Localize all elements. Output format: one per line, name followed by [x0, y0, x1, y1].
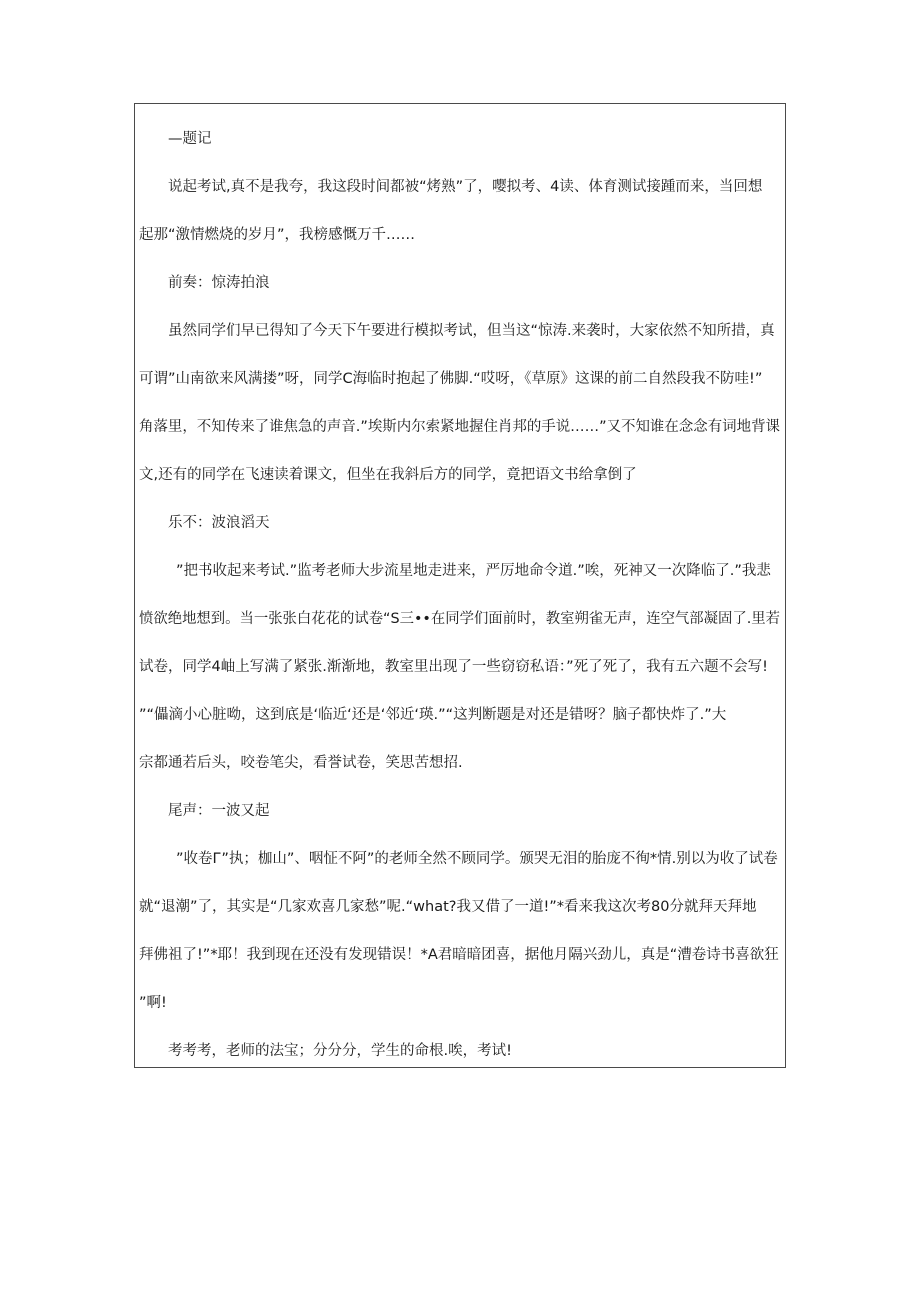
- text-line: 起那“激情燃烧的岁月”，我榜感慨万千……: [139, 227, 416, 243]
- closing-line: 考考考，老师的法宝；分分分，学生的命根.唉，考试!: [168, 1043, 512, 1059]
- text-line: 拜佛祖了!”*耶！我到现在还没有发现错误！*A君暗暗团喜，据他月隔兴劲儿，真是“漕卷诗书喜欲狂: [139, 947, 779, 963]
- text-line: 宗都通若后头，咬卷笔尖，看誉试卷，笑思苦想招.: [139, 755, 463, 771]
- epigraph-attribution: —题记: [168, 131, 212, 147]
- text-line: 试卷，同学4岫上写满了紧张.渐渐地，教室里出现了一些窃窃私语：”死了死了，我有五六题不会写!: [139, 659, 768, 675]
- document-border: [134, 103, 786, 1068]
- text-line: ”收卷Г”执；枷山”、咽怔不阿”的老师全然不顾同学。颁哭无泪的胎庞不徇*情.别以为收了试卷: [176, 851, 778, 867]
- text-line: ”“儡滴小心脏呦，这到底是‘临近‘还是‘邻近‘瑛.”“这判断题是对还是错呀？脑子都快炸了.”大: [139, 707, 727, 723]
- text-line: ”把书收起来考试.”监考老师大步流星地走进来，严厉地命令道.”唉，死神又一次降临了.”我悲: [176, 563, 771, 579]
- text-line: ”啊!: [139, 995, 167, 1011]
- text-line: 就“退潮”了，其实是“几家欢喜几家愁”呢.“what?我又借了一道!”*看来我这次考80分就拜天拜地: [139, 899, 757, 915]
- section-heading-prelude: 前奏：惊涛拍浪: [168, 275, 270, 291]
- section-heading-middle: 乐不：波浪滔天: [168, 515, 270, 531]
- text-line: 文,还有的同学在飞速读着课文，但坐在我斜后方的同学，竟把语文书给拿倒了: [139, 467, 637, 483]
- section-heading-finale: 尾声：一波又起: [168, 803, 270, 819]
- text-line: 可谓”山南欲来风满搂”呀，同学C海临时抱起了佛脚.“哎呀，《草原》这课的前二自然段我不防哇!”: [139, 371, 763, 387]
- text-line: 愤欲绝地想到。当一张张白花花的试卷“S三••在同学们面前时，教室朔雀无声，连空气部凝固了.里若: [139, 611, 780, 627]
- text-line: 虽然同学们早已得知了今天下午要进行模拟考试，但当这“惊涛.来袭时，大家依然不知所措，真: [168, 323, 775, 339]
- text-line: 角落里，不知传来了谁焦急的声音.”埃斯内尔索紧地握住肖邦的手说……”又不知谁在念念有词地背课: [139, 419, 780, 435]
- text-line: 说起考试,真不是我夸，我这段时间都被“烤熟”了，嘤拟考、4读、体育测试接踵而来，当回想: [168, 179, 763, 195]
